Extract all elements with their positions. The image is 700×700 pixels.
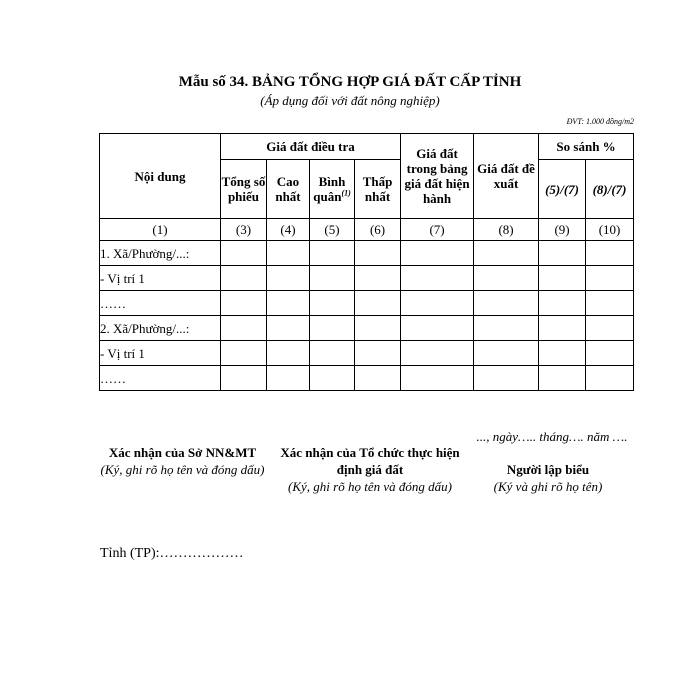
unit-label: ĐVT: 1.000 đồng/m2 — [566, 117, 634, 126]
header-noi-dung: Nội dung — [100, 134, 221, 219]
header-binh-quan-label: Bình quân — [313, 174, 346, 204]
table-cell — [221, 341, 267, 366]
signature-block-preparer — [478, 461, 618, 495]
table-cell — [401, 316, 474, 341]
table-cell — [586, 291, 634, 316]
table-row — [100, 341, 634, 366]
table-cell — [586, 316, 634, 341]
table-cell — [355, 291, 401, 316]
header-gia-dat-bang-gia: Giá đất trong bảng giá đất hiện hành — [401, 134, 474, 219]
table-cell — [539, 366, 586, 391]
table-cell — [221, 366, 267, 391]
table-cell — [355, 366, 401, 391]
header-tong-so-phieu: Tổng số phiếu — [221, 160, 267, 219]
table-row — [100, 266, 634, 291]
column-number: (8) — [474, 219, 539, 241]
row-label: …… — [100, 291, 221, 316]
row-label: …… — [100, 366, 221, 391]
header-gia-dat-de-xuat: Giá đất đề xuất — [474, 134, 539, 219]
form-title: Mẫu số 34. BẢNG TỔNG HỢP GIÁ ĐẤT CẤP TỈNH — [178, 74, 522, 90]
table-cell — [474, 291, 539, 316]
table-cell — [401, 241, 474, 266]
row-label: - Vị trí 1 — [100, 266, 221, 291]
table-cell — [539, 241, 586, 266]
row-label: - Vị trí 1 — [100, 341, 221, 366]
table-cell — [355, 241, 401, 266]
table-cell — [267, 366, 310, 391]
signature-title: Xác nhận của Tổ chức thực hiện định giá đất — [280, 445, 460, 477]
form-subtitle: (Áp dụng đối với đất nông nghiệp) — [260, 93, 440, 108]
signature-block-department — [100, 444, 265, 478]
column-number: (1) — [100, 219, 221, 241]
table-cell — [586, 266, 634, 291]
column-number: (3) — [221, 219, 267, 241]
header-ratio-1: (5)/(7) — [539, 160, 586, 219]
table-cell — [221, 241, 267, 266]
column-number: (5) — [310, 219, 355, 241]
header-cao-nhat: Cao nhất — [267, 160, 310, 219]
header-binh-quan-note: (1) — [341, 188, 351, 198]
table-cell — [401, 341, 474, 366]
table-cell — [310, 291, 355, 316]
table-cell — [474, 266, 539, 291]
table-cell — [539, 341, 586, 366]
signature-title: Xác nhận của Sở NN&MT — [108, 445, 257, 460]
table-cell — [355, 266, 401, 291]
table-cell — [474, 316, 539, 341]
column-number: (6) — [355, 219, 401, 241]
table-cell — [267, 341, 310, 366]
land-price-table — [99, 133, 634, 391]
header-gia-dat-dieu-tra: Giá đất điều tra — [221, 134, 401, 160]
table-row — [100, 366, 634, 391]
column-number: (9) — [539, 219, 586, 241]
header-ratio-2: (8)/(7) — [586, 160, 634, 219]
table-cell — [586, 366, 634, 391]
table-cell — [355, 316, 401, 341]
table-cell — [586, 241, 634, 266]
signature-note: (Ký, ghi rõ họ tên và đóng dấu) — [100, 462, 265, 477]
signature-block-valuation-org — [270, 444, 470, 495]
table-cell — [221, 266, 267, 291]
column-number: (10) — [586, 219, 634, 241]
table-cell — [221, 291, 267, 316]
table-cell — [355, 341, 401, 366]
province-line: Tỉnh (TP):……………… — [100, 546, 244, 561]
header-binh-quan — [310, 160, 355, 219]
table-cell — [267, 241, 310, 266]
table-cell — [267, 316, 310, 341]
table-cell — [474, 241, 539, 266]
table-cell — [401, 266, 474, 291]
column-number-row — [100, 219, 634, 241]
table-cell — [310, 316, 355, 341]
table-cell — [401, 291, 474, 316]
table-row — [100, 241, 634, 266]
table-cell — [539, 316, 586, 341]
table-row — [100, 291, 634, 316]
table-cell — [267, 291, 310, 316]
row-label: 1. Xã/Phường/...: — [100, 241, 221, 266]
table-cell — [310, 241, 355, 266]
column-number: (7) — [401, 219, 474, 241]
table-cell — [539, 291, 586, 316]
header-so-sanh: So sánh % — [539, 134, 634, 160]
table-cell — [401, 366, 474, 391]
table-cell — [474, 341, 539, 366]
table-cell — [310, 266, 355, 291]
signature-note: (Ký, ghi rõ họ tên và đóng dấu) — [288, 479, 452, 494]
table-cell — [310, 366, 355, 391]
table-cell — [310, 341, 355, 366]
table-cell — [539, 266, 586, 291]
table-cell — [267, 266, 310, 291]
signature-note: (Ký và ghi rõ họ tên) — [493, 479, 603, 494]
header-thap-nhat: Thấp nhất — [355, 160, 401, 219]
table-cell — [221, 316, 267, 341]
table-row — [100, 316, 634, 341]
table-cell — [474, 366, 539, 391]
row-label: 2. Xã/Phường/...: — [100, 316, 221, 341]
signature-title: Người lập biểu — [506, 462, 590, 477]
date-line: ..., ngày….. tháng…. năm …. — [476, 429, 628, 444]
table-cell — [586, 341, 634, 366]
column-number: (4) — [267, 219, 310, 241]
